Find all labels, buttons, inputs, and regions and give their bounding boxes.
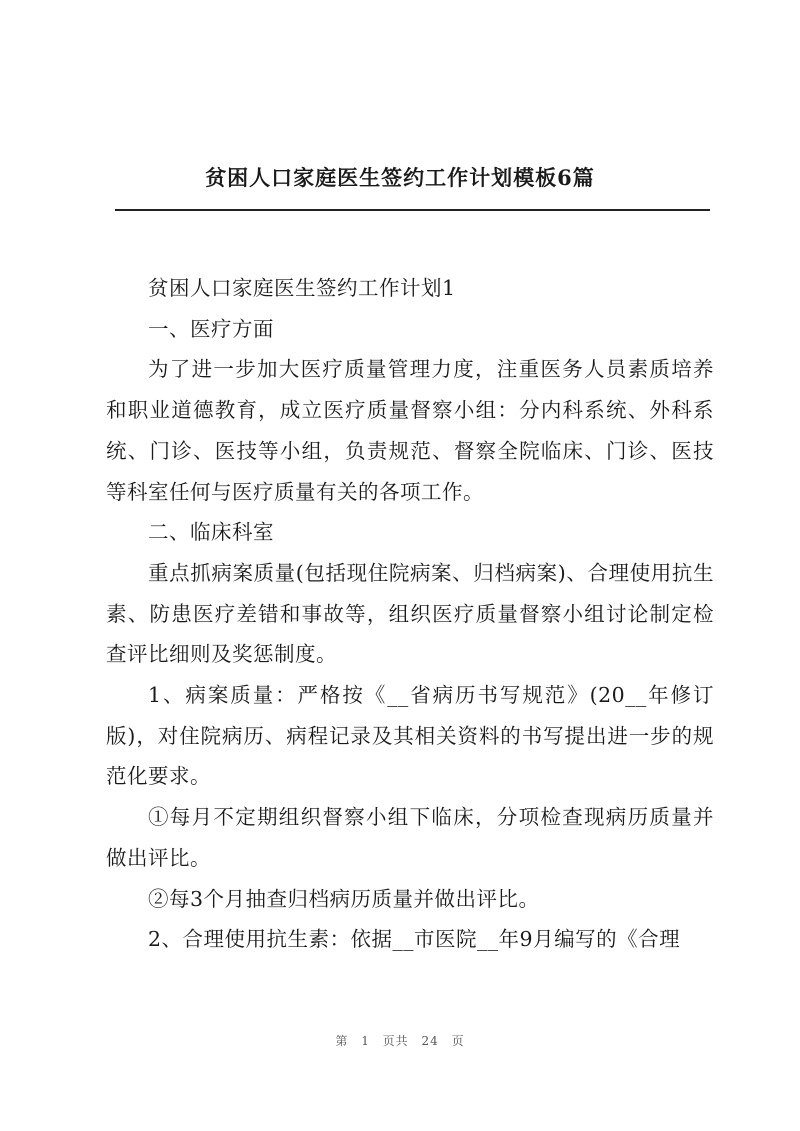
- paragraph: 为了进一步加大医疗质量管理力度，注重医务人员素质培养和职业道德教育，成立医疗质量督察小组：分内科系统、外科系统、门诊、医技等小组，负责规范、督察全院临床、门诊、医技等科室任何与医疗质量有关的各项工作。: [106, 357, 714, 504]
- footer-label-end: 页: [451, 1034, 465, 1048]
- paragraph: 重点抓病案质量(包括现住院病案、归档病案)、合理使用抗生素、防患医疗差错和事故等，组织医疗质量督察小组讨论制定检查评比细则及奖惩制度。: [106, 560, 714, 667]
- paragraph: 2、合理使用抗生素：依据__市医院__年9月编写的《合理: [148, 927, 681, 952]
- footer-label-page: 第: [335, 1034, 349, 1048]
- page-footer: [0, 1032, 800, 1049]
- subheading-medical: 一、医疗方面: [148, 316, 274, 341]
- footer-label-of: 页共: [382, 1034, 409, 1048]
- paragraph: ①每月不定期组织督察小组下临床，分项检查现病历质量并做出评比。: [106, 805, 714, 870]
- document-title: 贫困人口家庭医生签约工作计划模板6篇: [205, 165, 595, 190]
- document-body: [106, 268, 714, 960]
- subheading-clinical: 二、临床科室: [148, 520, 274, 545]
- paragraph: ②每3个月抽查归档病历质量并做出评比。: [148, 886, 540, 911]
- section-heading: 贫困人口家庭医生签约工作计划1: [148, 276, 456, 300]
- paragraph: 1、病案质量：严格按《__省病历书写规范》(20__年修订版)，对住院病历、病程记录及其相关资料的书写提出进一步的规范化要求。: [106, 683, 714, 789]
- footer-total-pages: 24: [421, 1034, 439, 1048]
- footer-current-page: 1: [361, 1034, 370, 1048]
- title-underline: [115, 209, 710, 211]
